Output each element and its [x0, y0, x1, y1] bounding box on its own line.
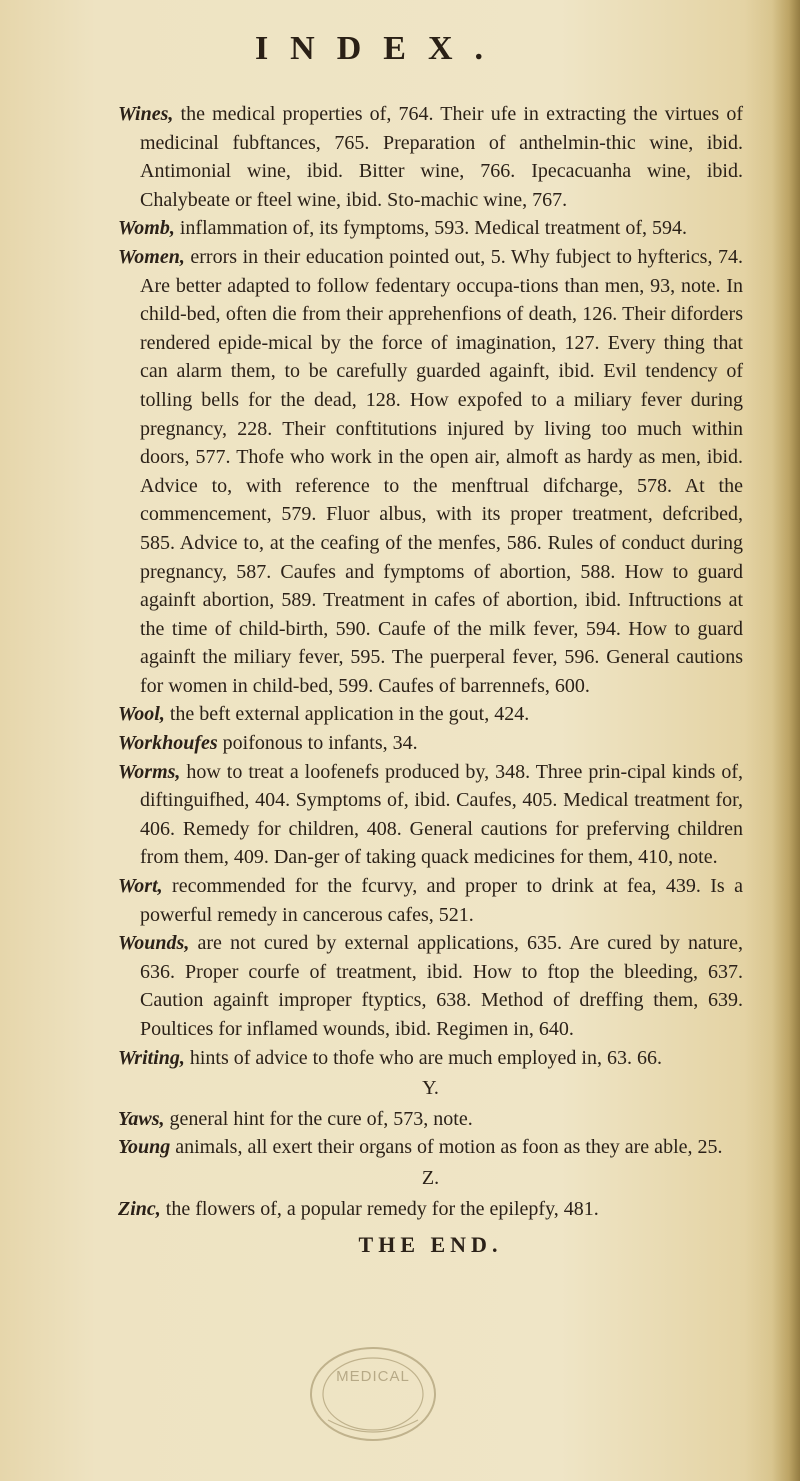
index-entry-women: [118, 243, 743, 701]
headword: Yaws,: [118, 1107, 165, 1130]
index-entry-womb: [118, 214, 743, 243]
headword: Wort,: [118, 875, 163, 898]
headword: Workhoufes: [118, 732, 218, 755]
index-entry-workhouses: [118, 729, 743, 758]
index-entry-writing: [118, 1044, 743, 1073]
the-end-text: THE END.: [358, 1232, 503, 1258]
index-entry-worms: [118, 758, 743, 872]
entry-text: general hint for the cure of, 573, note.: [164, 1107, 473, 1130]
headword: Young: [118, 1136, 171, 1159]
headword: Writing,: [118, 1046, 185, 1069]
page-edge-shadow: [772, 0, 800, 1481]
index-entry-wool: [118, 700, 743, 729]
entry-text: poifonous to infants, 34.: [217, 732, 418, 755]
headword: Wounds,: [118, 932, 190, 955]
entry-text: the flowers of, a popular remedy for the epilepfy, 481.: [160, 1197, 599, 1220]
entry-text: the medical properties of, 764. Their ufe in extracting the virtues of medicinal fubftances, 765. Preparation of anthelmin-thic wine, ibid. Antimonial wine, ibid. Bitter wine, 766. Ipecacuanha wine, ibid. Chalybeate or fteel wine, ibid. Sto-machic wine, 767.: [140, 103, 743, 211]
index-entry-wines: [118, 100, 743, 214]
entry-text: hints of advice to thofe who are much employed in, 63. 66.: [184, 1046, 662, 1069]
index-entry-yaws: [118, 1105, 743, 1134]
running-header: INDEX.: [254, 30, 506, 67]
index-entry-zinc: [118, 1195, 743, 1224]
headword: Wool,: [118, 703, 165, 726]
entry-text: recommended for the fcurvy, and proper to drink at fea, 439. Is a powerful remedy in cancerous cafes, 521.: [140, 875, 743, 926]
headword: Wines,: [118, 103, 174, 125]
entry-text: errors in their education pointed out, 5. Why fubject to hyfterics, 74. Are better adapted to follow fedentary occupa-tions than men, 93, note. In child-bed, often die from their apprehenfions of death, 126. Their diforders rendered epide-mical by the force of imagination, 127. Every thing that can alarm them, to be carefully guarded againft, ibid. Evil tendency of tolling bells for the dead, 128. How expofed to a miliary fever during pregnancy, 228. Their conftitutions injured by living too much within doors, 577. Thofe who work in the open air, almoft as hardy as men, ibid. Advice to, with reference to the menftrual difcharge, 578. At the commencement, 579. Fluor albus, with its proper treatment, defcribed, 585. Advice to, at the ceafing of the menfes, 586. Rules of conduct during pregnancy, 587. Caufes and fymptoms of abortion, 588. How to guard againft abortion, 589. Treatment in cafes of abortion, ibid. Inftructions at the time of child-birth, 590. Caufe of the milk fever, 594. How to guard againft the miliary fever, 595. The puerperal fever, 596. General cautions for women in child-bed, 599. Caufes of barrennefs, 600.: [140, 245, 743, 697]
entry-text: are not cured by external applications, 635. Are cured by nature, 636. Proper courfe of treatment, ibid. How to ftop the bleeding, 637. Caution againft improper ftyptics, 638. Method of dreffing them, 639. Poultices for inflamed wounds, ibid. Regimen in, 640.: [140, 932, 743, 1040]
entry-text: animals, all exert their organs of motion as foon as they are able, 25.: [170, 1136, 723, 1159]
index-entry-young: [118, 1133, 743, 1162]
headword: Women,: [118, 245, 185, 268]
entry-text: how to treat a loofenefs produced by, 348. Three prin-cipal kinds of, diftinguifhed, 404. Symptoms of, ibid. Caufes, 405. Medical treatment for, 406. Remedy for children, 408. General cautions for preferving children from them, 409. Dan-ger of taking quack medicines for them, 410, note.: [140, 760, 743, 869]
entry-text: the beft external application in the gout, 424.: [164, 703, 530, 726]
headword: Womb,: [118, 217, 175, 240]
section-letter-y: Y.: [422, 1077, 439, 1100]
library-stamp: [298, 1332, 448, 1442]
index-entry-wounds: [118, 929, 743, 1043]
index-content: [118, 100, 743, 1260]
stamp-seal-icon: [298, 1332, 448, 1442]
headword: Zinc,: [118, 1197, 161, 1220]
headword: Worms,: [118, 760, 181, 783]
section-letter-z: Z.: [421, 1166, 440, 1189]
stamp-text: MEDICAL: [336, 1368, 410, 1385]
entry-text: inflammation of, its fymptoms, 593. Medical treatment of, 594.: [174, 217, 687, 240]
index-entry-wort: [118, 872, 743, 929]
